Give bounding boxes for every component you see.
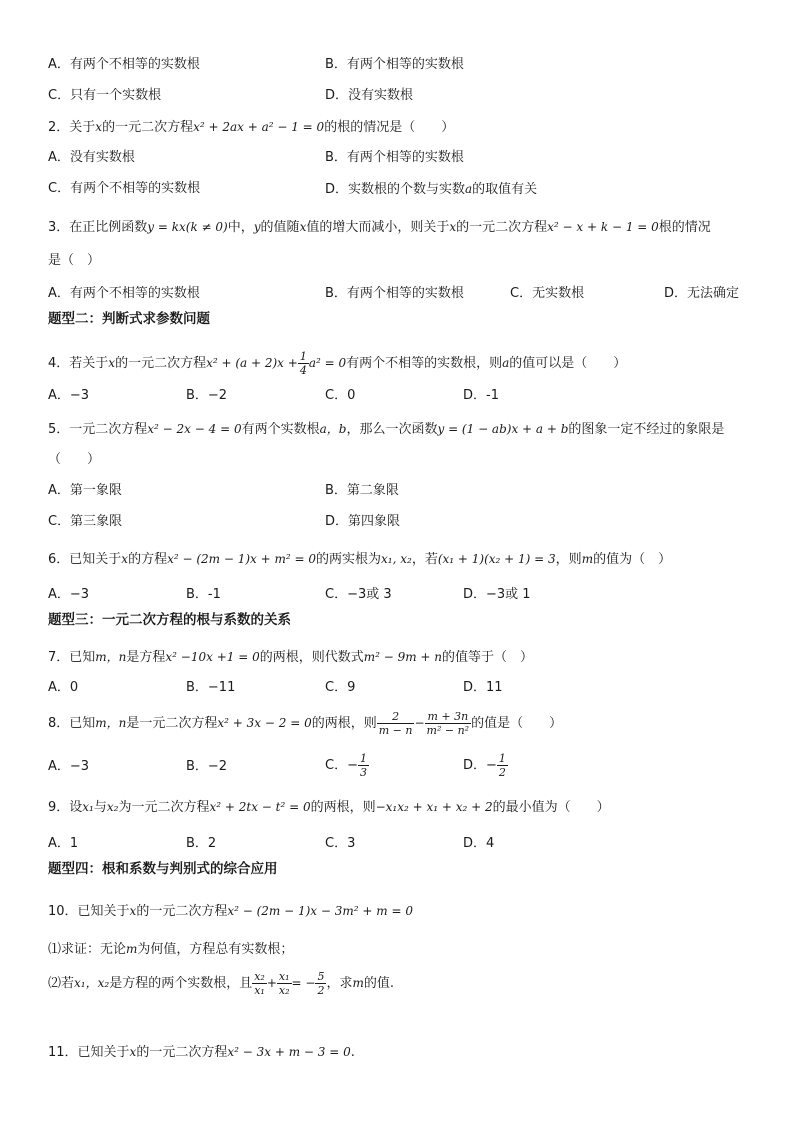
q6-option-d: D．−3或 1 (463, 587, 531, 602)
q5-option-c: C．第三象限 (48, 514, 123, 529)
q4-option-a: A．−3 (48, 388, 90, 403)
q2-option-b: B．有两个相等的实数根 (325, 150, 464, 165)
q4-fraction: $\frac{1}{4}$ (299, 350, 307, 377)
q6-option-b: B．-1 (186, 587, 221, 602)
q2-stem: 2．关于x的一元二次方程x² + 2ax + a² − 1 = 0的根的情况是（ ） (48, 120, 455, 135)
q8-option-d: D．− $\frac{1}{2}$ (463, 752, 506, 779)
section-heading-2: 题型二：判断式求参数问题 (48, 311, 210, 327)
q1-option-c: C．只有一个实数根 (48, 88, 162, 103)
q10-fraction-3: $\frac{5}{2}$ (317, 970, 325, 997)
q10-part-1: ⑴求证：无论m为何值，方程总有实数根； (48, 942, 294, 957)
q3-stem: 3．在正比例函数y = kx(k ≠ 0)中，y的值随x值的增大而减小，则关于x的一元二次方程x² − x + k − 1 = 0根的情况 (48, 220, 711, 235)
q10-stem: 10．已知关于x的一元二次方程x² − (2m − 1)x − 3m² + m = 0 (48, 904, 413, 919)
q10-fraction-1: $\frac{\text{x₂}}{\text{x₁}}$ (254, 970, 265, 997)
q4-option-c: C．0 (325, 388, 356, 403)
q4-option-b: B．−2 (186, 388, 228, 403)
q4-stem: 4．若关于x的一元二次方程x² + (a + 2)x + $\frac{1}{4}$ a² = 0有两个不相等的实数根，则a的值可以是（ ） (48, 350, 627, 377)
q8-fraction-2: $\frac{m + 3n}{\text{m² − n²}}$ (426, 710, 470, 737)
q6-stem: 6．已知关于x的方程x² − (2m − 1)x + m² = 0的两实根为x₁, x₂，若(x₁ + 1)(x₂ + 1) = 3，则m的值为（ ） (48, 552, 672, 567)
q10-fraction-2: $\frac{\text{x₁}}{\text{x₂}}$ (278, 970, 290, 997)
q2-equation: x² + 2ax + a² − 1 = 0 (193, 120, 325, 134)
q3-option-c: C．无实数根 (510, 286, 585, 301)
q9-stem: 9．设x₁与x₂为一元二次方程x² + 2tx − t² = 0的两根，则−x₁x₂ + x₁ + x₂ + 2的最小值为（ ） (48, 800, 610, 815)
q7-option-a: A．0 (48, 680, 79, 695)
q3-option-a: A．有两个不相等的实数根 (48, 286, 200, 301)
q3-option-d: D．无法确定 (664, 286, 740, 301)
q5-option-d: D．第四象限 (325, 514, 401, 529)
q9-option-b: B．2 (186, 836, 217, 851)
q4-option-d: D．-1 (463, 388, 499, 403)
q1-option-a: A．有两个不相等的实数根 (48, 57, 200, 72)
q2-option-c: C．有两个不相等的实数根 (48, 181, 201, 196)
q6-option-c: C．−3或 3 (325, 587, 392, 602)
q8-fraction-1: $\frac{2}{m - n}$ (378, 710, 413, 737)
q2-option-a: A．没有实数根 (48, 150, 135, 165)
q9-option-d: D．4 (463, 836, 495, 851)
q8-option-c: C．− $\frac{1}{3}$ (325, 752, 367, 779)
q7-option-b: B．−11 (186, 680, 236, 695)
q9-option-c: C．3 (325, 836, 356, 851)
q7-stem: 7．已知m，n是方程x² −10x +1 = 0的两根，则代数式m² − 9m + n的值等于（ ） (48, 650, 534, 665)
section-heading-4: 题型四：根和系数与判别式的综合应用 (48, 861, 278, 877)
q2-option-d: D．实数根的个数与实数a的取值有关 (325, 182, 538, 197)
section-heading-3: 题型三：一元二次方程的根与系数的关系 (48, 612, 291, 628)
q3-option-b: B．有两个相等的实数根 (325, 286, 464, 301)
q10-part-2: ⑵若x₁，x₂是方程的两个实数根，且 $\frac{\text{x₂}}{\text{x₁}}$ + $\frac{\text{x₁}}{\text{x₂}}$ = − $\frac{5}{2}$ ，求m的值. (48, 970, 394, 997)
q8-stem: 8．已知m，n是一元二次方程x² + 3x − 2 = 0的两根，则 $\frac{2}{m - n}$ − $\frac{m + 3n}{\text{m² − n²}}$ 的值是（ ） (48, 710, 563, 737)
q9-option-a: A．1 (48, 836, 79, 851)
q3-stem-cont: 是（ ） (48, 253, 101, 268)
q11-stem: 11．已知关于x的一元二次方程x² − 3x + m − 3 = 0. (48, 1045, 355, 1060)
q5-option-a: A．第一象限 (48, 483, 122, 498)
q6-option-a: A．−3 (48, 587, 90, 602)
q1-option-d: D．没有实数根 (325, 88, 414, 103)
q5-option-b: B．第二象限 (325, 483, 399, 498)
q7-option-c: C．9 (325, 680, 356, 695)
q8-option-b: B．−2 (186, 759, 228, 774)
q1-option-b: B．有两个相等的实数根 (325, 57, 464, 72)
q5-stem: 5．一元二次方程x² − 2x − 4 = 0有两个实数根a，b，那么一次函数y = (1 − ab)x + a + b的图象一定不经过的象限是 (48, 422, 725, 437)
q8-option-a: A．−3 (48, 759, 90, 774)
q5-stem-cont: （ ） (48, 452, 101, 467)
q7-option-d: D．11 (463, 680, 503, 695)
